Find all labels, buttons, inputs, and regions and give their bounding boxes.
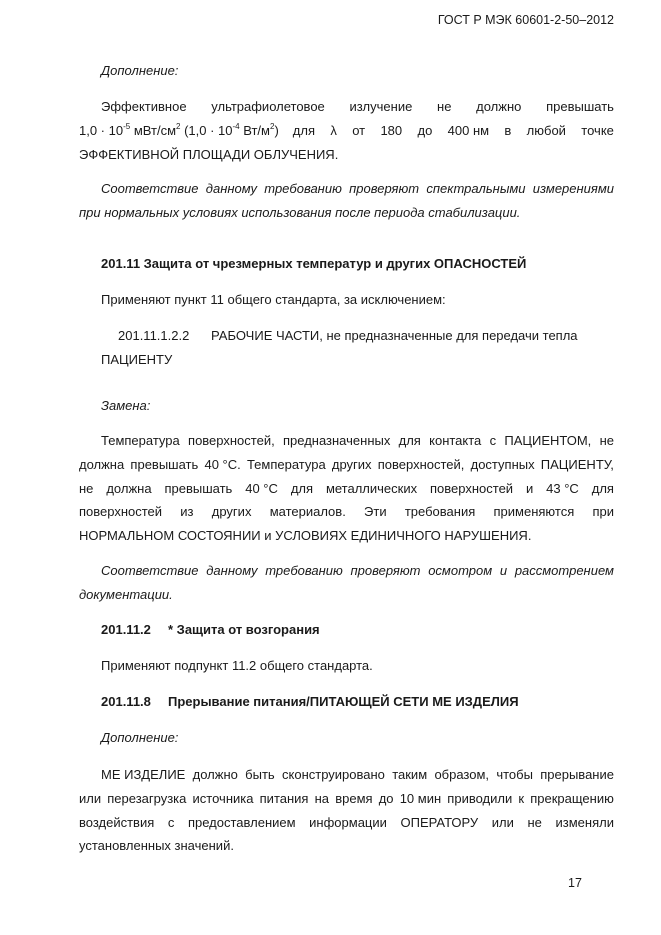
word: 40 °С. [204,457,241,472]
word: изменяли [555,815,614,830]
compliance-2-line-2: документации. [79,587,173,602]
word: до [378,791,394,806]
compliance-1-line-2: при нормальных условиях использования после периода стабилизации. [79,205,521,220]
word: перезагрузка [107,791,187,806]
word: для [398,433,421,448]
compliance-2-line-1 [101,563,614,579]
section-201-11-2-number: 201.11.2 [101,622,151,637]
word: 43 °С [546,481,579,496]
document-header: ГОСТ Р МЭК 60601-2-50–2012 [437,13,614,27]
word: для [292,123,315,138]
word: 180 [380,123,403,138]
word: требованию [265,563,343,578]
temp-line-3 [79,481,614,497]
word: источника [192,791,254,806]
word: данному [206,563,258,578]
temp-line-2 [79,457,614,473]
word: предоставлением [187,815,296,830]
word: Температура [246,457,326,472]
uv-line-2 [79,123,614,139]
section-201-11-2-title: * Защита от возгорания [168,622,320,637]
temp-line-1 [101,433,614,449]
word: спектральными [426,181,526,196]
temp-line-4 [79,504,614,520]
word: проверяют [349,181,420,196]
word: при [592,504,614,519]
compliance-1-line-1 [101,181,614,197]
addition-label: Дополнение: [101,63,179,78]
word: металлических [325,481,418,496]
word: Соответствие [101,181,199,196]
word: поверхностей, [188,433,275,448]
word: питания [259,791,309,806]
word: чтобы [496,767,533,782]
uv-limit-value: $1,0 \cdot 10^{-5}$ мВт/$см^2$ ($1,0 \cdot 10^{-4}$ $Вт/м^2$) [79,121,279,138]
word: доступных [470,457,535,472]
word: 400 нм [447,123,490,138]
word: из [180,504,194,519]
uv-line-1 [101,99,614,115]
section-201-11-intro: Применяют пункт 11 общего стандарта, за исключением: [101,292,446,307]
word: других [331,457,372,472]
word: превышать [130,457,199,472]
word: не [79,481,94,496]
word: измерениями [532,181,614,196]
word: прекращению [530,791,614,806]
word: ультрафиолетовое [211,99,325,114]
word: время [335,791,373,806]
word: воздействия [79,815,155,830]
word: сконструировано [282,767,385,782]
word: 10 мин [399,791,442,806]
word: должна [79,457,125,472]
word: излучение [349,99,413,114]
uv-line-2-rest [293,123,614,139]
word: должно [476,99,522,114]
word: или [79,791,102,806]
word: должна [106,481,152,496]
word: требования [404,504,476,519]
word: рассмотрением [514,563,614,578]
power-line-2 [79,791,614,807]
word: превышать [546,99,614,114]
word: не [437,99,452,114]
word: до [417,123,433,138]
word: ОПЕРАТОРУ [400,815,479,830]
word: Соответствие [101,563,199,578]
word: образом, [434,767,490,782]
word: требованию [264,181,342,196]
word: таким [392,767,428,782]
temp-line-5: НОРМАЛЬНОМ СОСТОЯНИИ и УСЛОВИЯХ ЕДИНИЧНОГО НАРУШЕНИЯ. [79,528,532,543]
word: от [352,123,366,138]
word: точке [581,123,614,138]
section-201-11-8-title: Прерывание питания/ПИТАЮЩЕЙ СЕТИ МЕ ИЗДЕЛИЯ [168,694,519,709]
word: ПАЦИЕНТУ, [540,457,614,472]
word: Температура [101,433,180,448]
section-201-11-title: 201.11 Защита от чрезмерных температур и других ОПАСНОСТЕЙ [101,256,527,271]
word: других [211,504,252,519]
addition-label-2: Дополнение: [101,730,179,745]
word: проверяют [350,563,421,578]
word: применяются [493,504,575,519]
power-line-4: установленных значений. [79,838,234,853]
section-201-11-8-number: 201.11.8 [101,694,151,709]
uv-line-3: ЭФФЕКТИВНОЙ ПЛОЩАДИ ОБЛУЧЕНИЯ. [79,147,339,162]
subclause-text-2: ПАЦИЕНТУ [101,352,173,367]
word: поверхностей, [377,457,465,472]
word: приводили [447,791,513,806]
section-201-11-2-text: Применяют подпункт 11.2 общего стандарта. [101,658,373,673]
word: λ [330,123,337,138]
word: к [518,791,525,806]
word: данному [205,181,258,196]
word: предназначенных [282,433,391,448]
word: и [525,481,534,496]
word: на [314,791,330,806]
word: информации [309,815,387,830]
word: не [599,433,614,448]
word: Эффективное [101,99,187,114]
word: превышать [164,481,233,496]
word: должно [192,767,238,782]
power-line-3 [79,815,614,831]
subclause-text: РАБОЧИЕ ЧАСТИ, не предназначенные для передачи тепла [211,328,578,343]
word: 40 °С [245,481,278,496]
word: материалов. [269,504,346,519]
word: контакта [429,433,482,448]
word: и [499,563,508,578]
word: МЕ ИЗДЕЛИЕ [101,767,186,782]
word: с [489,433,497,448]
word: прерывание [540,767,614,782]
word: не [527,815,542,830]
word: для [591,481,614,496]
replacement-label: Замена: [101,398,151,413]
subclause-number: 201.11.1.2.2 [118,328,190,343]
word: с [167,815,175,830]
word: поверхностей [79,504,163,519]
power-line-1 [101,767,614,783]
page-number: 17 [568,876,582,890]
word: Эти [364,504,387,519]
word: или [491,815,514,830]
word: быть [245,767,275,782]
word: ПАЦИЕНТОМ, [504,433,592,448]
word: для [290,481,314,496]
word: осмотром [428,563,493,578]
word: любой [526,123,566,138]
word: поверхностей [430,481,514,496]
word: в [504,123,512,138]
